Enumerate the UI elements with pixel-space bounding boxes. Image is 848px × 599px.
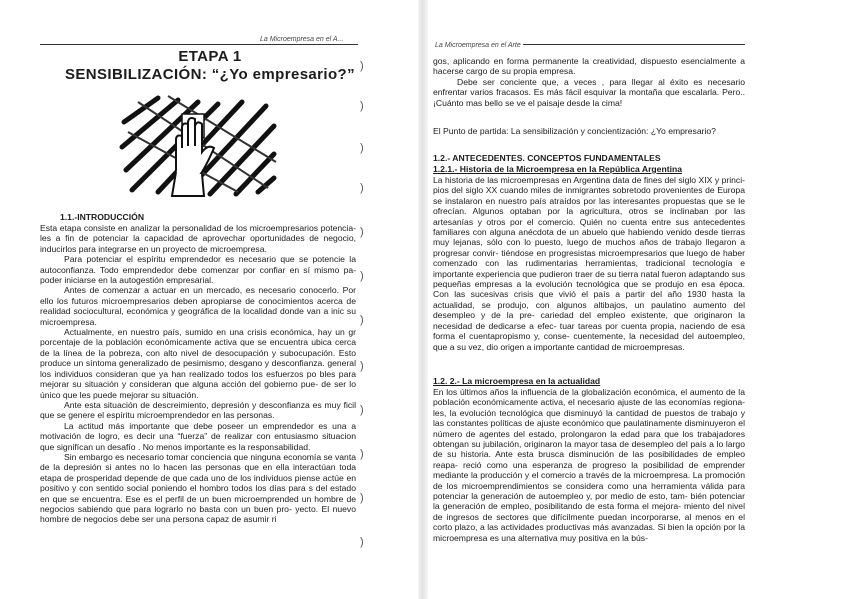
paragraph: Ante esta situación de descreimiento, depresión y desconfianza es muy ficil que se genere el espíritu microemprendedor en las personas. xyxy=(40,399,356,421)
section-heading: 1.1.-INTRODUCCIÓN xyxy=(60,212,145,222)
starting-point: El Punto de partida: La sensibilización y concientización: ¿Yo empresario? xyxy=(433,126,716,136)
scan-mark: ) xyxy=(360,226,364,238)
hand-icon xyxy=(118,92,278,198)
scan-mark: ) xyxy=(360,314,364,326)
scan-mark: ) xyxy=(360,360,364,372)
subsection-heading: 1.2.1.- Historia de la Microempresa en la República Argentina xyxy=(433,164,682,174)
scan-mark: ) xyxy=(360,60,364,72)
section-heading: 1.2.- ANTECEDENTES. CONCEPTOS FUNDAMENTALES xyxy=(433,153,661,163)
paragraph: Antes de comenzar a actuar en un mercado, es necesario conocerlo. Por ello los futuros microempresarios deben apropiarse de conocimientos acerca de realidad sociocultural, económica y geográfica de la localidad donde van a inic su microempresa. xyxy=(40,285,356,327)
header-rule xyxy=(523,44,745,45)
paragraph: La actitud más importante que debe poseer un emprendedor es una a motivación de logro, es decir una “fuerza” de realizar con entusiasmo situacion que signifícan un desafío . No menos importante es la responsabilidad. xyxy=(40,420,356,452)
scan-mark: ) xyxy=(360,270,364,282)
left-body xyxy=(40,223,356,525)
history-text: La historia de las microempresas en Argentina data de fines del siglo XIX y princi- pios del siglo XX cuando miles de inmigrantes sobretodo provenientes de Europa se instalaron en nuestro país atraídos por las interesantes propuestas que se le ofrecían. Algunos optaban por la agricultura, otros se inclinaban por las artesanías y otros por el comercio. Quién no cuenta entre sus antecedentes familiares con alguna anécdota de un abuelo que habiendo venido desde tierras muy lejanas, sólo con lo puesto, luego de muchos años de trabajo llegaron a progresar convir- tiéndose en progresistas microempresarios que luego de haber comenzado con las rudimentarias herramientas, tradicional tecnología e importante experiencia que pudieron traer de su tierra natal fueron adaptando sus pequeñas empresas a la evolución tecnológica que se produjo en esa época. Con las sucesivas crisis que vivió el país a partir del año 1930 hasta la actualidad, se produjo, con algunos altibajos, un paulatino aumento del desempleo y de la pre- cariedad del empleo existente, que originaron la necesidad de dedicarse a efec- tuar tareas por cuenta propia, naciendo de esa forma el cuentapropismo y, conse- cuentemente, la necesidad del autoempleo, que a su vez, dio origen a importante cantidad de microempresas. xyxy=(433,175,745,352)
subsection-heading: 1.2. 2.- La microempresa en la actualidad xyxy=(433,376,601,386)
paragraph: Actualmente, en nuestro país, sumido en una crisis económica, hay un gr porcentaje de la población económicamente activa que se encuentra ubica cerca de la línea de la pobreza, con alto nivel de desocupación y subocupación. Esto produce un síntoma generalizado de pesimismo, desgano y desconfianza. general los individuos consideran que ya han realizado todos los esfuerzos po bles para mejorar su situación y consideran que alguna acción del gobierno pue- de ser lo único que les puede mejorar su situación. xyxy=(40,327,356,400)
paragraph: Esta etapa consiste en analizar la personalidad de los microempresarios potencia- les a fin de potenciar la capacidad de aprovechar oportunidades de negocio, inducirlos para integrarse en un proyecto de microempresa. xyxy=(40,223,356,254)
paragraph: gos, aplicando en forma permanente la creatividad, dispuesto esencialmente a hacerse cargo de su propia empresa. xyxy=(433,56,745,77)
scan-mark: ) xyxy=(360,142,364,154)
intro-text xyxy=(433,56,745,108)
paragraph: Debe ser conciente que, a veces , para llegar al éxito es necesario enfrentar varios fracasos. Es más fácil esquivar la montaña que escalarla. Pero.. ¡Cuánto mas bello se ve el paisaje desde la cima! xyxy=(433,76,745,108)
paragraph: Para potenciar el espíritu emprendedor es necesario que se potencie la autoconfianza. Todo emprendedor debe comenzar por confiar en sí mismo pa- poder iniciarse en la autogestión empresarial. xyxy=(40,254,356,286)
scan-mark: ) xyxy=(360,182,364,194)
scan-mark: ) xyxy=(360,536,364,548)
running-head: La Microempresa en el A... xyxy=(260,36,344,43)
paragraph: Sin embargo es necesario tomar conciencia que ninguna economía se vanta de la depresión si antes no lo hacen las personas que en ella interactúan toda etapa de prosperidad depende de que cada uno de los individuos piense actúe en positivo y con sentido social poniendo el hombro todos los días para s del estado en que se encuentra. Ese es el perfil de un buen microemprended un hombre de negocios sabiendo que para lograrlo no basta con un buen pro- yecto. El nuevo hombre de negocios debe ser una persona capaz de asumir ri xyxy=(40,451,356,525)
left-page xyxy=(0,0,420,599)
current-text: En los últimos años la influencia de la globalización económica, el aumento de la población económicamente activa, el necesario ajuste de las economías regiona- les, la evolución tecnológica que disminuyó la cantidad de puestos de trabajo y las constantes políticas de ajuste económico que paulatinamente disminuyeron el número de agentes del estado, prolongaron la edad para que los trabajadores obtengan su jubilación, originaron la mayor tasa de desempleo del país a lo largo de su historia. Ante esta brusca disminución de las posibilidades de empleo reapa- reció como una esperanza de progreso la posibilidad de emprender mediante la producción y el comercio a través de la microempresa. La promoción de los microemprendimientos se considera como una herramienta válida para potenciar la generación de autoempleo y, por medio de esto, tam- bién potenciar la generación de empleo, posibilitando de esta forma el mejora- miento del nivel de ingresos de sectores que difícilmente puedan incorporarse, al menos en el corto plazo, a las actividades productivas más avanzadas. Si bien la opción por la microempresa es una alternativa muy positiva en la bús- xyxy=(433,387,745,543)
stage-subtitle: SENSIBILIZACIÓN: “¿Yo empresario?” xyxy=(64,66,356,83)
scan-mark: ) xyxy=(360,404,364,416)
scan-mark: ) xyxy=(360,492,364,504)
header-rule xyxy=(40,44,358,45)
scan-mark: ) xyxy=(360,100,364,112)
running-head: La Microempresa en el Arte xyxy=(435,42,521,49)
stage-title: ETAPA 1 xyxy=(178,48,242,65)
right-page xyxy=(425,0,848,599)
scan-mark: ) xyxy=(360,448,364,460)
binding-marks xyxy=(360,30,372,585)
